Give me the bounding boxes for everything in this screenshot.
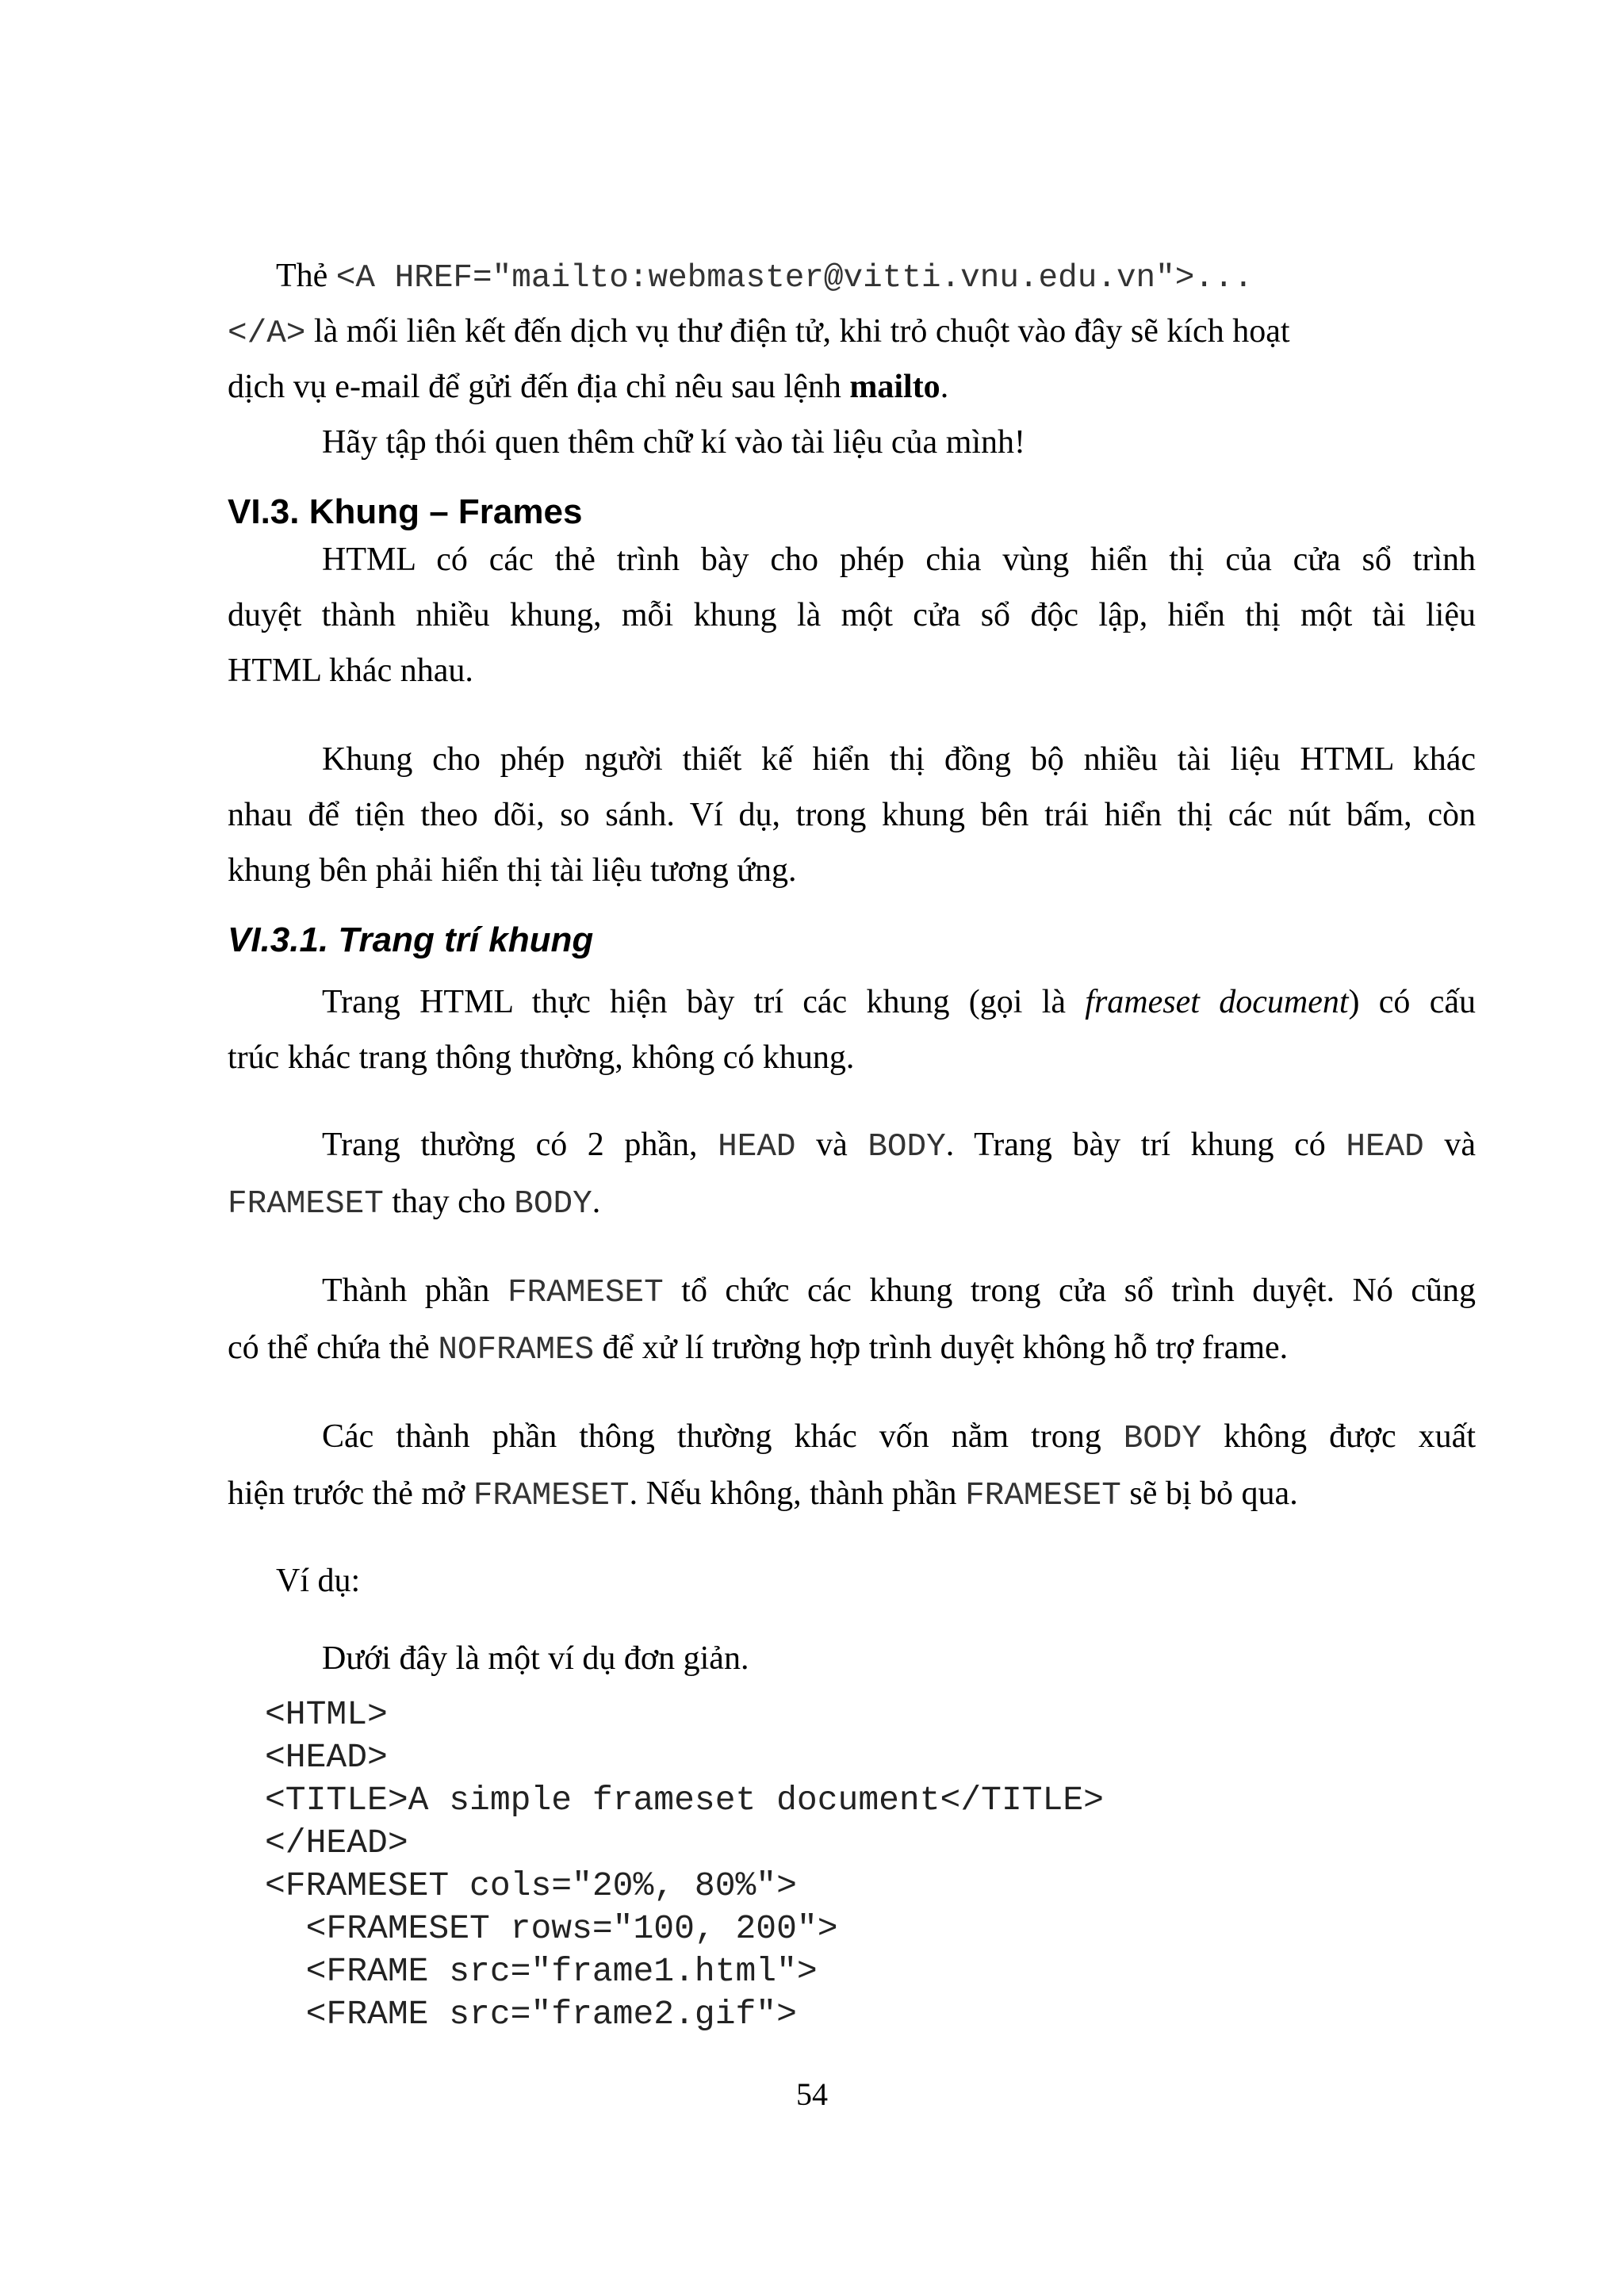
text-run: là mối liên kết đến dịch vụ thư điện tử, khi trỏ chuột vào đây sẽ kích hoạt (305, 313, 1290, 350)
intro-paragraph-line-1: HTML có các thẻ trình bày cho phép chia vùng hiển thị của cửa sổ trình (322, 541, 1476, 578)
code-run: FRAMESET (965, 1478, 1121, 1514)
bold-keyword: mailto (849, 369, 940, 405)
intro-paragraph-line-2: duyệt thành nhiều khung, mỗi khung là một cửa sổ độc lập, hiển thị một tài liệu (228, 597, 1476, 633)
code-run: BODY (1123, 1421, 1202, 1457)
code-run: FRAMESET (507, 1275, 664, 1311)
code-run: HEAD (718, 1129, 796, 1165)
code-run: </A> (228, 316, 306, 352)
section-heading: VI.3. Khung – Frames (228, 492, 583, 531)
mailto-paragraph-line-3 (228, 363, 948, 411)
mailto-paragraph-line-1 (276, 252, 1253, 302)
text-run: ) có cấu (1348, 984, 1476, 1020)
text-run: hiện trước thẻ mở (228, 1475, 473, 1512)
text-run: . (592, 1184, 601, 1220)
page-number: 54 (796, 2076, 828, 2112)
text-run: Thành phần (322, 1272, 508, 1309)
text-run: Các thành phần thông thường khác vốn nằm trong (322, 1418, 1124, 1455)
code-line: </HEAD> (265, 1823, 408, 1862)
text-run: . Trang bày trí khung có (945, 1127, 1346, 1163)
text-run: dịch vụ e-mail để gửi đến địa chỉ nêu sau lệnh (228, 369, 850, 405)
code-run: FRAMESET (228, 1186, 384, 1223)
text-run: Trang thường có 2 phần, (322, 1127, 718, 1163)
code-line: <FRAMESET cols="20%, 80%"> (265, 1866, 797, 1905)
code-run: BODY (514, 1186, 592, 1223)
body-paragraph-line-2 (228, 1470, 1298, 1520)
code-line: <HEAD> (265, 1738, 388, 1777)
code-run: NOFRAMES (438, 1332, 595, 1368)
text-run: Thẻ (276, 258, 336, 294)
body-paragraph-line-1 (322, 1413, 1476, 1463)
frameset-paragraph-line-1 (322, 1267, 1476, 1317)
text-run: có thể chứa thẻ (228, 1330, 439, 1366)
frameset-paragraph-line-2 (228, 1324, 1288, 1374)
text-run: Trang HTML thực hiện bày trí các khung (gọi là (322, 984, 1086, 1020)
text-run: . Nếu không, thành phần (629, 1475, 966, 1512)
text-run: tổ chức các khung trong cửa sổ trình duyệt. Nó cũng (663, 1272, 1476, 1309)
text-run: . (940, 369, 949, 405)
code-line: <FRAME src="frame1.html"> (265, 1952, 818, 1991)
parts-paragraph-line-1 (322, 1121, 1476, 1171)
example-intro: Dưới đây là một ví dụ đơn giản. (322, 1640, 749, 1677)
italic-term: frameset document (1085, 984, 1349, 1020)
parts-paragraph-line-2 (228, 1178, 600, 1228)
text-run: thay cho (383, 1184, 515, 1220)
code-line: <FRAME src="frame2.gif"> (265, 1995, 797, 2034)
text-run: sẽ bị bỏ qua. (1120, 1475, 1298, 1512)
code-run: FRAMESET (473, 1478, 630, 1514)
text-run: để xử lí trường hợp trình duyệt không hỗ trợ frame. (594, 1330, 1289, 1366)
sync-paragraph-line-3: khung bên phải hiển thị tài liệu tương ứng. (228, 852, 797, 889)
subsection-heading: VI.3.1. Trang trí khung (228, 920, 594, 959)
code-line: <HTML> (265, 1695, 388, 1734)
text-run: và (795, 1127, 868, 1163)
frameset-doc-paragraph-line-2: trúc khác trang thông thường, không có khung. (228, 1039, 855, 1076)
text-run: không được xuất (1201, 1418, 1476, 1455)
code-line: <FRAMESET rows="100, 200"> (265, 1909, 838, 1948)
frameset-doc-paragraph-line-1 (322, 978, 1476, 1026)
code-run: BODY (868, 1129, 946, 1165)
code-run: <A HREF="mailto:webmaster@vitti.vnu.edu.vn">... (335, 260, 1254, 297)
example-label: Ví dụ: (276, 1563, 361, 1599)
sync-paragraph-line-1: Khung cho phép người thiết kế hiển thị đồng bộ nhiều tài liệu HTML khác (322, 741, 1476, 778)
mailto-paragraph-line-2 (228, 308, 1290, 358)
code-line: <TITLE>A simple frameset document</TITLE> (265, 1781, 1104, 1820)
sync-paragraph-line-2: nhau để tiện theo dõi, so sánh. Ví dụ, trong khung bên trái hiển thị các nút bấm, còn (228, 797, 1476, 833)
text-run: và (1423, 1127, 1476, 1163)
code-run: HEAD (1346, 1129, 1424, 1165)
signature-tip: Hãy tập thói quen thêm chữ kí vào tài liệu của mình! (322, 424, 1026, 461)
intro-paragraph-line-3: HTML khác nhau. (228, 652, 473, 689)
